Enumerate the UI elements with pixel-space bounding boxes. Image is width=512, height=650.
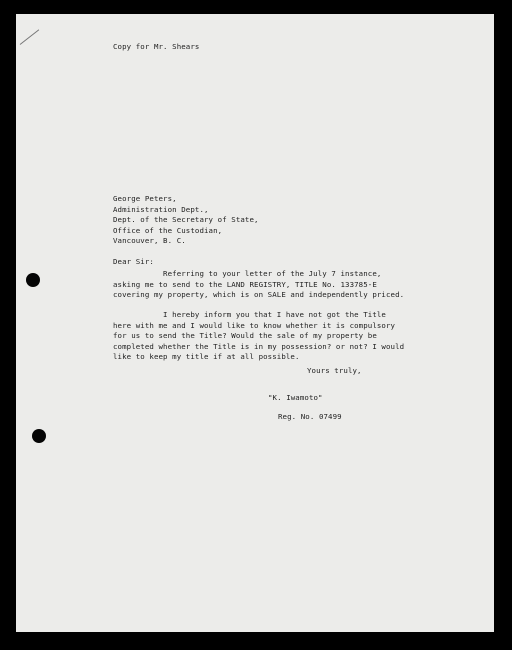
paragraph-line: for us to send the Title? Would the sale of my property be — [113, 331, 377, 340]
document-page — [16, 14, 494, 632]
address-line: Administration Dept., — [113, 204, 209, 214]
address-line: Vancouver, B. C. — [113, 236, 186, 245]
address-line: George Peters, — [113, 194, 177, 203]
closing: Yours truly, — [307, 366, 362, 375]
paragraph-line: like to keep my title if at all possible. — [113, 352, 300, 361]
paragraph-line: here with me and I would like to know whether it is compulsory — [113, 320, 396, 330]
salutation: Dear Sir: — [113, 257, 154, 266]
address-line: Dept. of the Secretary of State, — [113, 215, 259, 224]
address-line: Office of the Custodian, — [113, 225, 223, 235]
pen-mark — [20, 29, 40, 45]
paragraph-line: Referring to your letter of the July 7 instance, — [113, 269, 382, 278]
punch-hole-top — [26, 273, 40, 287]
punch-hole-bottom — [32, 429, 46, 443]
paragraph-line: covering my property, which is on SALE and independently priced. — [113, 290, 405, 299]
paragraph-line: completed whether the Title is in my possession? or not? I would — [113, 341, 405, 351]
paragraph-line: I hereby inform you that I have not got the Title — [113, 310, 386, 319]
registration-number: Reg. No. 07499 — [278, 412, 342, 421]
paragraph-line: asking me to send to the LAND REGISTRY, TITLE No. 133785-E — [113, 279, 377, 289]
copy-note: Copy for Mr. Shears — [113, 42, 200, 51]
signature: "K. Iwamoto" — [268, 393, 323, 402]
